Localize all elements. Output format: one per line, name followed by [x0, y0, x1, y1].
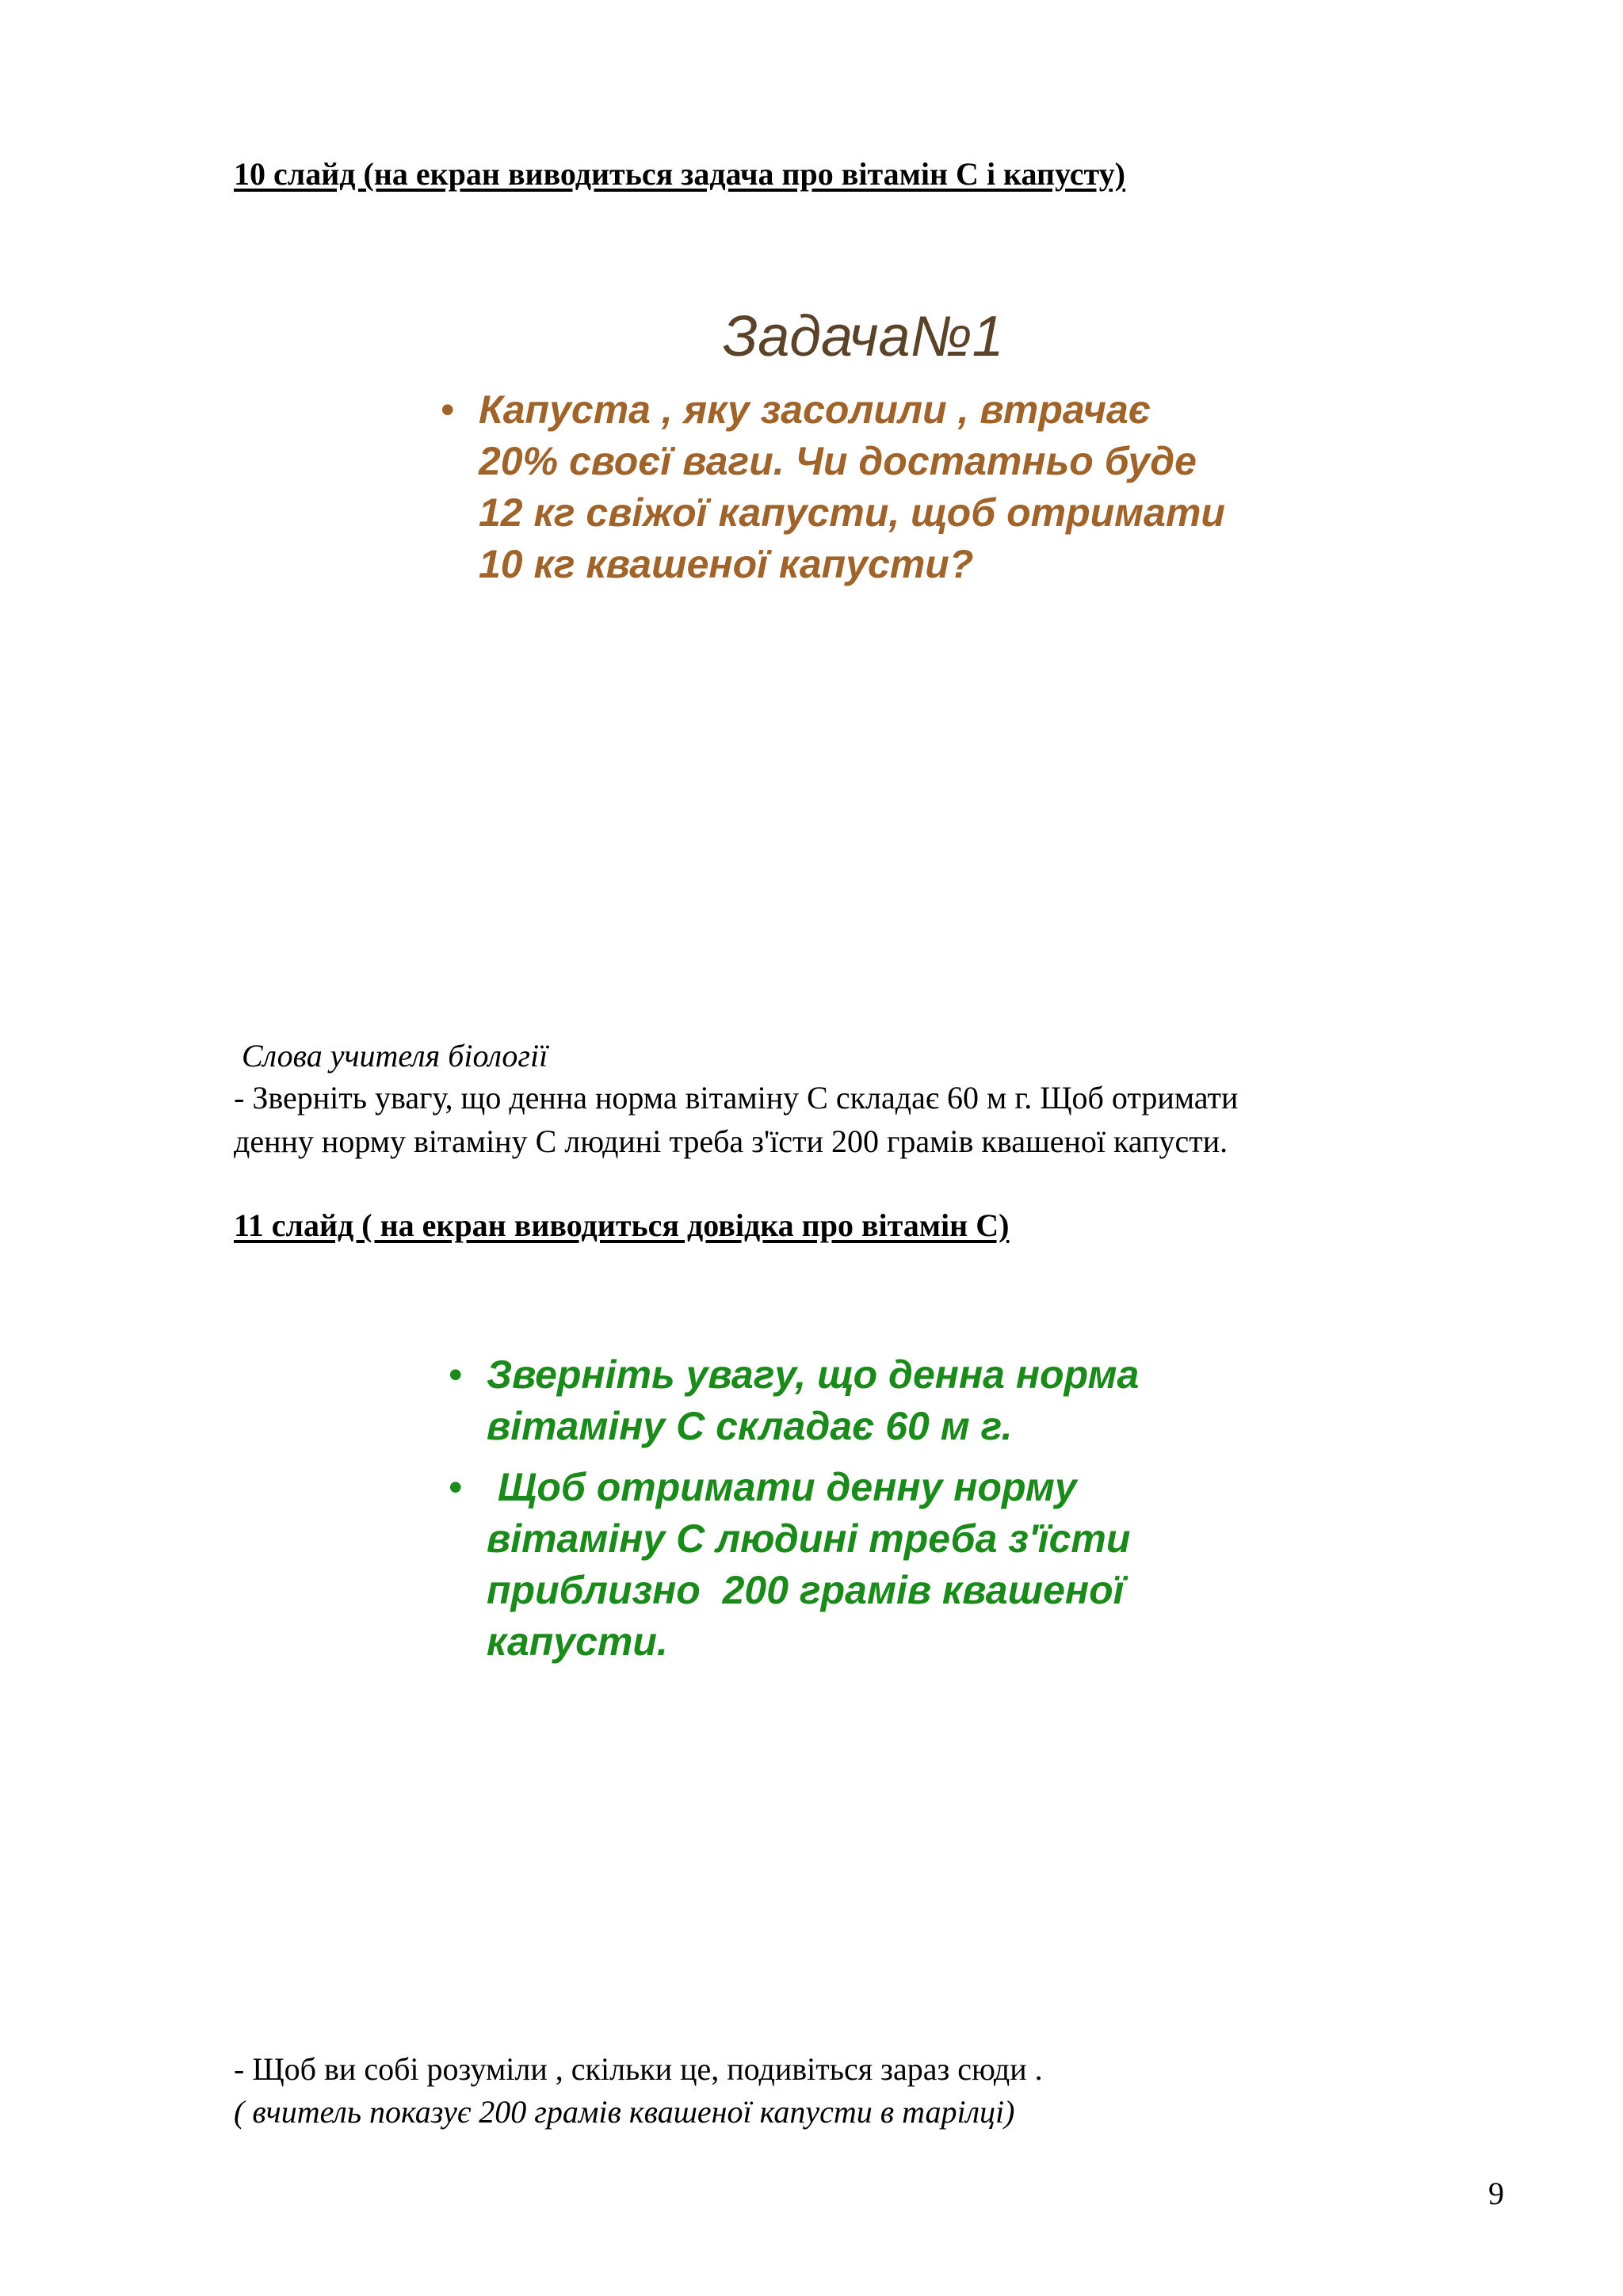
- slide11-bullet-line: капусти.: [487, 1619, 668, 1664]
- slide11-bullet-line: вітаміну С складає 60 м г.: [487, 1404, 1013, 1448]
- bullet-icon: •: [441, 387, 455, 432]
- teacher-line-2: денну норму вітаміну С людині треба з'їсти 200 грамів квашеної капусти.: [234, 1123, 1228, 1159]
- slide11-heading: 11 слайд ( на екран виводиться довідка про вітамін С): [234, 1207, 1010, 1243]
- slide11-bullet-line: вітаміну С людині треба з'їсти: [487, 1516, 1131, 1561]
- teacher-line-1: - Зверніть увагу, що денна норма вітаміну С складає 60 м г. Щоб отримати: [234, 1080, 1239, 1116]
- teacher-label: Слова учителя біології: [242, 1038, 548, 1074]
- bullet-icon: •: [449, 1352, 463, 1397]
- page-number: 9: [1488, 2176, 1504, 2211]
- closing-line-2: ( вчитель показує 200 грамів квашеної капусти в тарілці): [234, 2094, 1015, 2130]
- slide10-bullet-list: [441, 384, 1360, 590]
- slide10-bullet-line: 10 кг квашеної капусти?: [479, 542, 974, 586]
- slide11-bullet-list: [449, 1349, 1336, 1668]
- slide11-bullet-item: [449, 1462, 1336, 1668]
- slide11-bullet-line: приблизно 200 грамів квашеної: [487, 1568, 1125, 1612]
- slide11-bullet-line: Зверніть увагу, що денна норма: [487, 1352, 1140, 1397]
- slide10-bullet-line: Капуста , яку засолили , втрачає: [479, 387, 1151, 432]
- closing-line-1: - Щоб ви собі розуміли , скільки це, подивіться зараз сюди .: [234, 2051, 1043, 2087]
- slide10-title: Задача№1: [723, 305, 1004, 368]
- slide10-bullet-line: 12 кг свіжої капусти, щоб отримати: [479, 490, 1225, 535]
- slide11-bullet-line: Щоб отримати денну норму: [487, 1465, 1077, 1509]
- slide10-bullet-line: 20% своєї ваги. Чи достатньо буде: [479, 439, 1197, 483]
- slide10-bullet-item: [441, 384, 1360, 590]
- slide11-bullet-item: [449, 1349, 1336, 1452]
- slide10-heading: 10 слайд (на екран виводиться задача про вітамін С і капусту): [234, 156, 1125, 192]
- bullet-icon: •: [449, 1465, 463, 1509]
